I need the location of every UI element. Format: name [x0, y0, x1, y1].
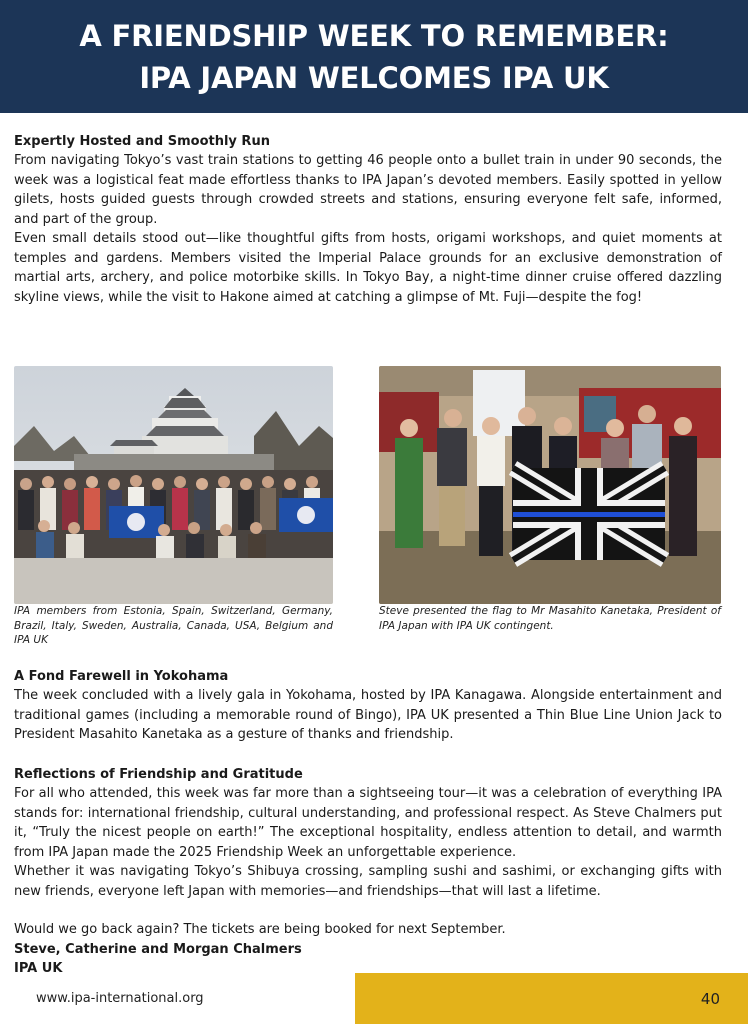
title-line-1: A FRIENDSHIP WEEK TO REMEMBER:	[79, 18, 669, 53]
signature-org: IPA UK	[14, 960, 63, 976]
page-number: 40	[700, 990, 720, 1008]
paragraph: Even small details stood out—like thoughtful gifts from hosts, origami workshops, and quiet moments at temples and gardens. Members visited the Imperial Palace grounds for an exclusive demonstration of martial arts, archery, and police motorbike skills. In Tokyo Bay, a night-time dinner cruise offered dazzling skyline views, while the visit to Hakone aimed at catching a glimpse of Mt. Fuji—despite the fog!	[14, 231, 722, 305]
section-heading: A Fond Farewell in Yokohama	[14, 669, 229, 684]
flag-presentation-photo	[379, 366, 721, 604]
paragraph: The week concluded with a lively gala in Yokohama, hosted by IPA Kanagawa. Alongside entertainment and traditional games (including a memorable round of Bingo), IPA UK presented a Thin Blue Line Union Jack to President Masahito Kanetaka as a gesture of thanks and friendship.	[14, 688, 722, 742]
closing-line: Would we go back again? The tickets are being booked for next September.	[14, 922, 506, 937]
photo-caption-left: IPA members from Estonia, Spain, Switzerland, Germany, Brazil, Italy, Sweden, Australia, Canada, USA, Belgium and IPA UK	[14, 605, 333, 646]
signature-names: Steve, Catherine and Morgan Chalmers	[14, 941, 302, 957]
paragraph: For all who attended, this week was far more than a sightseeing tour—it was a celebration of everything IPA stands for: international friendship, cultural understanding, and professional respect. As Steve Chalmers put it, “Truly the nicest people on earth!” The exceptional hospitality, endless attention to detail, and warmth from IPA Japan made the 2025 Friendship Week an unforgettable experience.	[14, 786, 722, 860]
section-fond-farewell	[14, 667, 722, 745]
section-heading: Reflections of Friendship and Gratitude	[14, 767, 303, 782]
castle-photo-illustration	[14, 366, 333, 604]
group-photo-castle	[14, 366, 333, 604]
title-banner	[0, 0, 748, 113]
section-expertly-hosted	[14, 132, 722, 307]
paragraph: Whether it was navigating Tokyo’s Shibuya crossing, sampling sushi and sashimi, or exchanging gifts with new friends, everyone left Japan with memories—and friendships—that will last a lifetime.	[14, 864, 722, 899]
flag-photo-illustration	[379, 366, 721, 604]
footer-accent-bar	[355, 973, 748, 1024]
section-heading: Expertly Hosted and Smoothly Run	[14, 134, 270, 149]
photo-caption-right: Steve presented the flag to Mr Masahito Kanetaka, President of IPA Japan with IPA UK contingent.	[379, 605, 721, 632]
footer-website-link[interactable]: www.ipa-international.org	[36, 991, 204, 1006]
title-line-2: IPA JAPAN WELCOMES IPA UK	[139, 60, 609, 95]
paragraph: From navigating Tokyo’s vast train stations to getting 46 people onto a bullet train in under 90 seconds, the week was a logistical feat made effortless thanks to IPA Japan’s devoted members. Easily spotted in yellow gilets, hosts guided guests through crowded streets and stations, ensuring everyone felt safe, informed, and part of the group.	[14, 153, 722, 227]
section-reflections	[14, 765, 722, 978]
